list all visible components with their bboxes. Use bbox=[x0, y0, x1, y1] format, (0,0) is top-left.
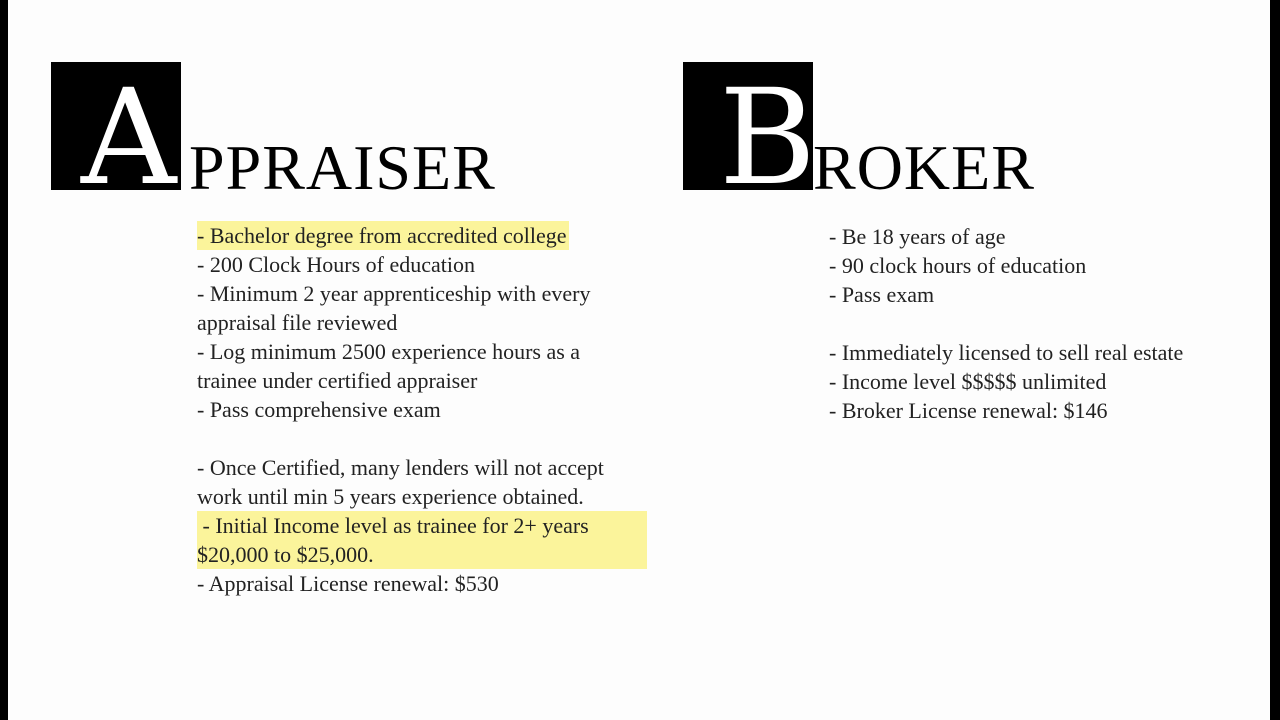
appraiser-initial-letter: A bbox=[81, 61, 177, 215]
list-item: - 200 Clock Hours of education bbox=[197, 252, 475, 277]
slide bbox=[8, 0, 1270, 720]
list-item: - Pass comprehensive exam bbox=[197, 397, 441, 422]
broker-heading-text: ROKER bbox=[813, 132, 1035, 203]
list-item: trainee under certified appraiser bbox=[197, 368, 478, 393]
list-item: - Income level $$$$$ unlimited bbox=[829, 369, 1107, 394]
appraiser-requirements-list bbox=[197, 221, 647, 598]
list-item: - Log minimum 2500 experience hours as a bbox=[197, 339, 581, 364]
list-item: appraisal file reviewed bbox=[197, 310, 398, 335]
broker-initial-letter: B bbox=[719, 61, 817, 215]
list-item: - Pass exam bbox=[829, 282, 935, 307]
list-spacer bbox=[197, 424, 647, 453]
list-item bbox=[197, 540, 647, 569]
list-item bbox=[197, 511, 647, 540]
list-item: - Immediately licensed to sell real estate bbox=[829, 340, 1184, 365]
list-item: - 90 clock hours of education bbox=[829, 253, 1087, 278]
list-item: work until min 5 years experience obtained. bbox=[197, 484, 584, 509]
list-item bbox=[197, 221, 647, 250]
highlighted-text: - Bachelor degree from accredited college bbox=[197, 223, 567, 248]
list-item: - Be 18 years of age bbox=[829, 224, 1006, 249]
appraiser-heading-text: PPRAISER bbox=[189, 132, 496, 203]
list-item: - Broker License renewal: $146 bbox=[829, 398, 1108, 423]
list-spacer bbox=[829, 309, 1183, 338]
broker-heading bbox=[683, 60, 1103, 215]
list-item: - Minimum 2 year apprenticeship with every bbox=[197, 281, 591, 306]
list-item: - Appraisal License renewal: $530 bbox=[197, 571, 499, 596]
highlighted-text: $20,000 to $25,000. bbox=[197, 540, 647, 569]
highlighted-text: - Initial Income level as trainee for 2+ years bbox=[197, 511, 647, 540]
appraiser-heading bbox=[51, 60, 531, 215]
list-item: - Once Certified, many lenders will not accept bbox=[197, 455, 604, 480]
broker-requirements-list bbox=[829, 222, 1183, 425]
